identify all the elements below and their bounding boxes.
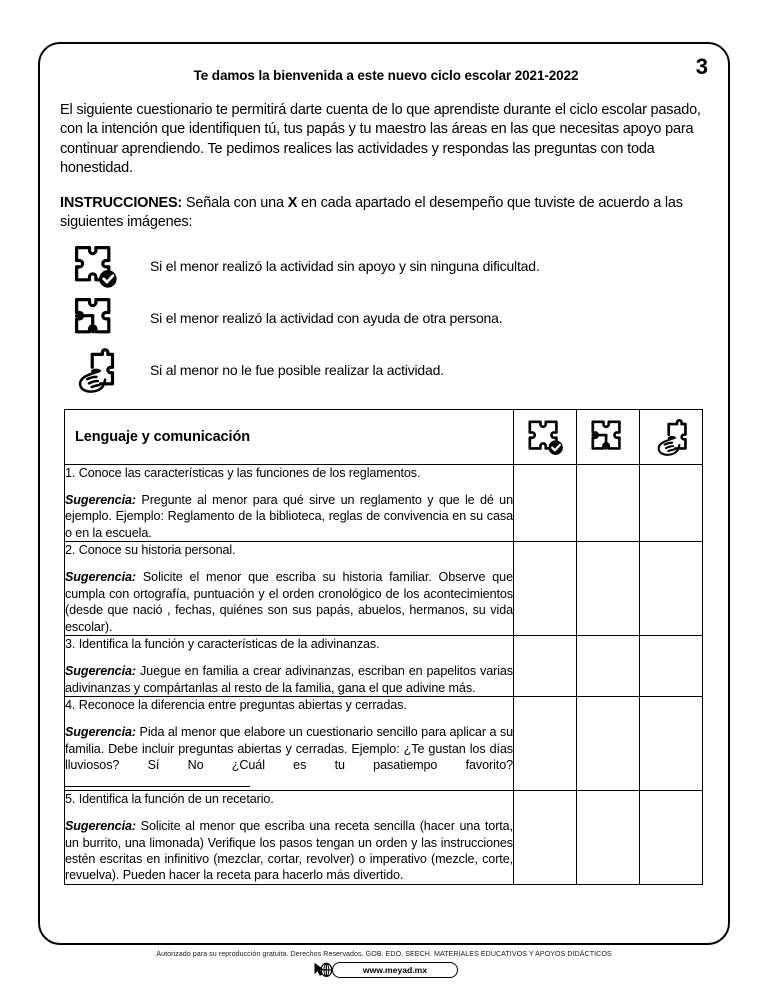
checkbox-cell-puzzle-partial[interactable] [577, 790, 640, 884]
page-title: Te damos la bienvenida a este nuevo ciclo escolar 2021-2022 [193, 68, 579, 83]
table-row [65, 790, 703, 884]
instructions-text-before: Señala con una [182, 195, 288, 212]
table-row [65, 464, 703, 541]
page-number: 3 [695, 54, 708, 79]
suggestion-label: Sugerencia: [65, 493, 136, 508]
checkbox-cell-puzzle-check[interactable] [514, 790, 577, 884]
legend-item-label: Si el menor realizó la actividad sin apoyo y sin ninguna dificultad. [150, 257, 540, 274]
item-title: 5. Identifica la función de un recetario. [65, 791, 274, 806]
item-title: 3. Identifica la función y características de la adivinanzas. [65, 636, 380, 651]
suggestion-text: Pida al menor que elabore un cuestionario sencillo para aplicar a su familia. Debe incluir preguntas abiertas y cerradas. Ejemplo: ¿Te gustan los días lluviosos? Sí No ¿Cuál es tu pasatiempo favorito? [65, 725, 513, 773]
suggestion-label: Sugerencia: [65, 664, 136, 679]
suggestion-text: Solicite el menor que escriba su historia familiar. Observe que cumpla con ortografía, puntuación y el orden cronológico de los acontecimientos (desde que nació , fechas, quiénes son sus papás, abuelos, hermanos, su vida escolar). [65, 570, 513, 634]
table-section-title: Lenguaje y comunicación [75, 428, 250, 445]
instructions-text-after: en cada apartado el desempeño que tuviste de acuerdo a las siguientes imágenes: [60, 195, 683, 231]
footer-credit: Autorizado para su reproducción gratuita. Derechos Reservados. GOB. EDO. SEECH. MATERIALES EDUCATIVOS Y APOYOS DIDÁCTICOS [156, 950, 612, 958]
item-suggestion [65, 492, 513, 541]
footer-url[interactable]: www.meyad.mx [332, 962, 458, 978]
item-suggestion [65, 818, 513, 883]
page-footer [0, 950, 768, 980]
legend-list [58, 241, 714, 395]
checkbox-cell-puzzle-check[interactable] [514, 542, 577, 636]
checkbox-cell-puzzle-check[interactable] [514, 635, 577, 696]
answer-blank-line[interactable] [65, 786, 250, 787]
checkbox-cell-puzzle-partial[interactable] [577, 542, 640, 636]
suggestion-text: Solicite al menor que escriba una receta sencilla (hacer una torta, un burrito, una limonada) Verifique los pasos tengan un orden y las instrucciones estén escritas en infinitivo (mezclar, cortar, revolver) o imperativo (mezcle, corte, revuelva). Pueden hacer la receta para hacerlo más divertido. [65, 819, 513, 883]
checkbox-cell-puzzle-check[interactable] [514, 697, 577, 791]
column-header-puzzle-check [514, 409, 577, 464]
checkbox-cell-puzzle-hand[interactable] [640, 790, 703, 884]
puzzle-check-icon [514, 418, 576, 456]
puzzle-check-icon [58, 243, 132, 289]
suggestion-label: Sugerencia: [65, 819, 136, 834]
table-row [65, 697, 703, 791]
instructions-label: INSTRUCCIONES: [60, 195, 183, 212]
suggestion-label: Sugerencia: [65, 570, 136, 585]
table-item-cell [65, 697, 514, 791]
instructions-paragraph [60, 194, 712, 233]
checkbox-cell-puzzle-hand[interactable] [640, 464, 703, 541]
checkbox-cell-puzzle-partial[interactable] [577, 464, 640, 541]
legend-item-label: Si el menor realizó la actividad con ayuda de otra persona. [150, 309, 503, 326]
puzzle-partial-icon [577, 418, 639, 456]
legend-item-label: Si al menor no le fue posible realizar la actividad. [150, 361, 444, 378]
instructions-x-mark: X [287, 195, 298, 212]
table-item-cell [65, 790, 514, 884]
legend-item [58, 293, 714, 343]
suggestion-text: Juegue en familia a crear adivinanzas, escriban en papelitos varias adivinanzas y compártanlas al resto de la familia, gana el que adivine más. [65, 664, 513, 695]
puzzle-partial-icon [58, 295, 132, 341]
item-suggestion [65, 663, 513, 696]
item-suggestion [65, 724, 513, 789]
item-title: 1. Conoce las características y las funciones de los reglamentos. [65, 465, 421, 480]
table-item-cell [65, 542, 514, 636]
table-item-cell [65, 635, 514, 696]
intro-paragraph: El siguiente cuestionario te permitirá darte cuenta de lo que aprendiste durante el ciclo escolar pasado, con la intención que identifiquen tú, tus papás y tu maestro las áreas en las que necesitas apoyo para continuar aprendiendo. Te pedimos realices las actividades y respondas las preguntas con toda honestidad. [60, 102, 701, 176]
suggestion-text: Pregunte al menor para qué sirve un reglamento y que le dé un ejemplo. Ejemplo: Reglamento de la biblioteca, reglas de convivencia en su casa o en la escuela. [65, 493, 513, 540]
puzzle-hand-icon [640, 418, 702, 456]
globe-icon [310, 960, 336, 980]
table-section-title-cell [65, 409, 514, 464]
footer-url-row [0, 960, 768, 980]
assessment-table [64, 409, 703, 885]
column-header-puzzle-hand [640, 409, 703, 464]
page-border [38, 42, 730, 945]
checkbox-cell-puzzle-hand[interactable] [640, 697, 703, 791]
item-suggestion [65, 569, 513, 634]
suggestion-label: Sugerencia: [65, 725, 136, 740]
checkbox-cell-puzzle-partial[interactable] [577, 697, 640, 791]
puzzle-hand-icon [58, 347, 132, 393]
column-header-puzzle-partial [577, 409, 640, 464]
item-title: 2. Conoce su historia personal. [65, 543, 236, 558]
checkbox-cell-puzzle-hand[interactable] [640, 542, 703, 636]
legend-item [58, 345, 714, 395]
table-item-cell [65, 464, 514, 541]
checkbox-cell-puzzle-check[interactable] [514, 464, 577, 541]
page-content [40, 44, 732, 947]
assessment-table-wrapper [64, 409, 714, 885]
item-title: 4. Reconoce la diferencia entre preguntas abiertas y cerradas. [65, 698, 407, 712]
checkbox-cell-puzzle-partial[interactable] [577, 635, 640, 696]
legend-item [58, 241, 714, 291]
checkbox-cell-puzzle-hand[interactable] [640, 635, 703, 696]
table-header-row [65, 409, 703, 464]
table-row [65, 635, 703, 696]
table-row [65, 542, 703, 636]
